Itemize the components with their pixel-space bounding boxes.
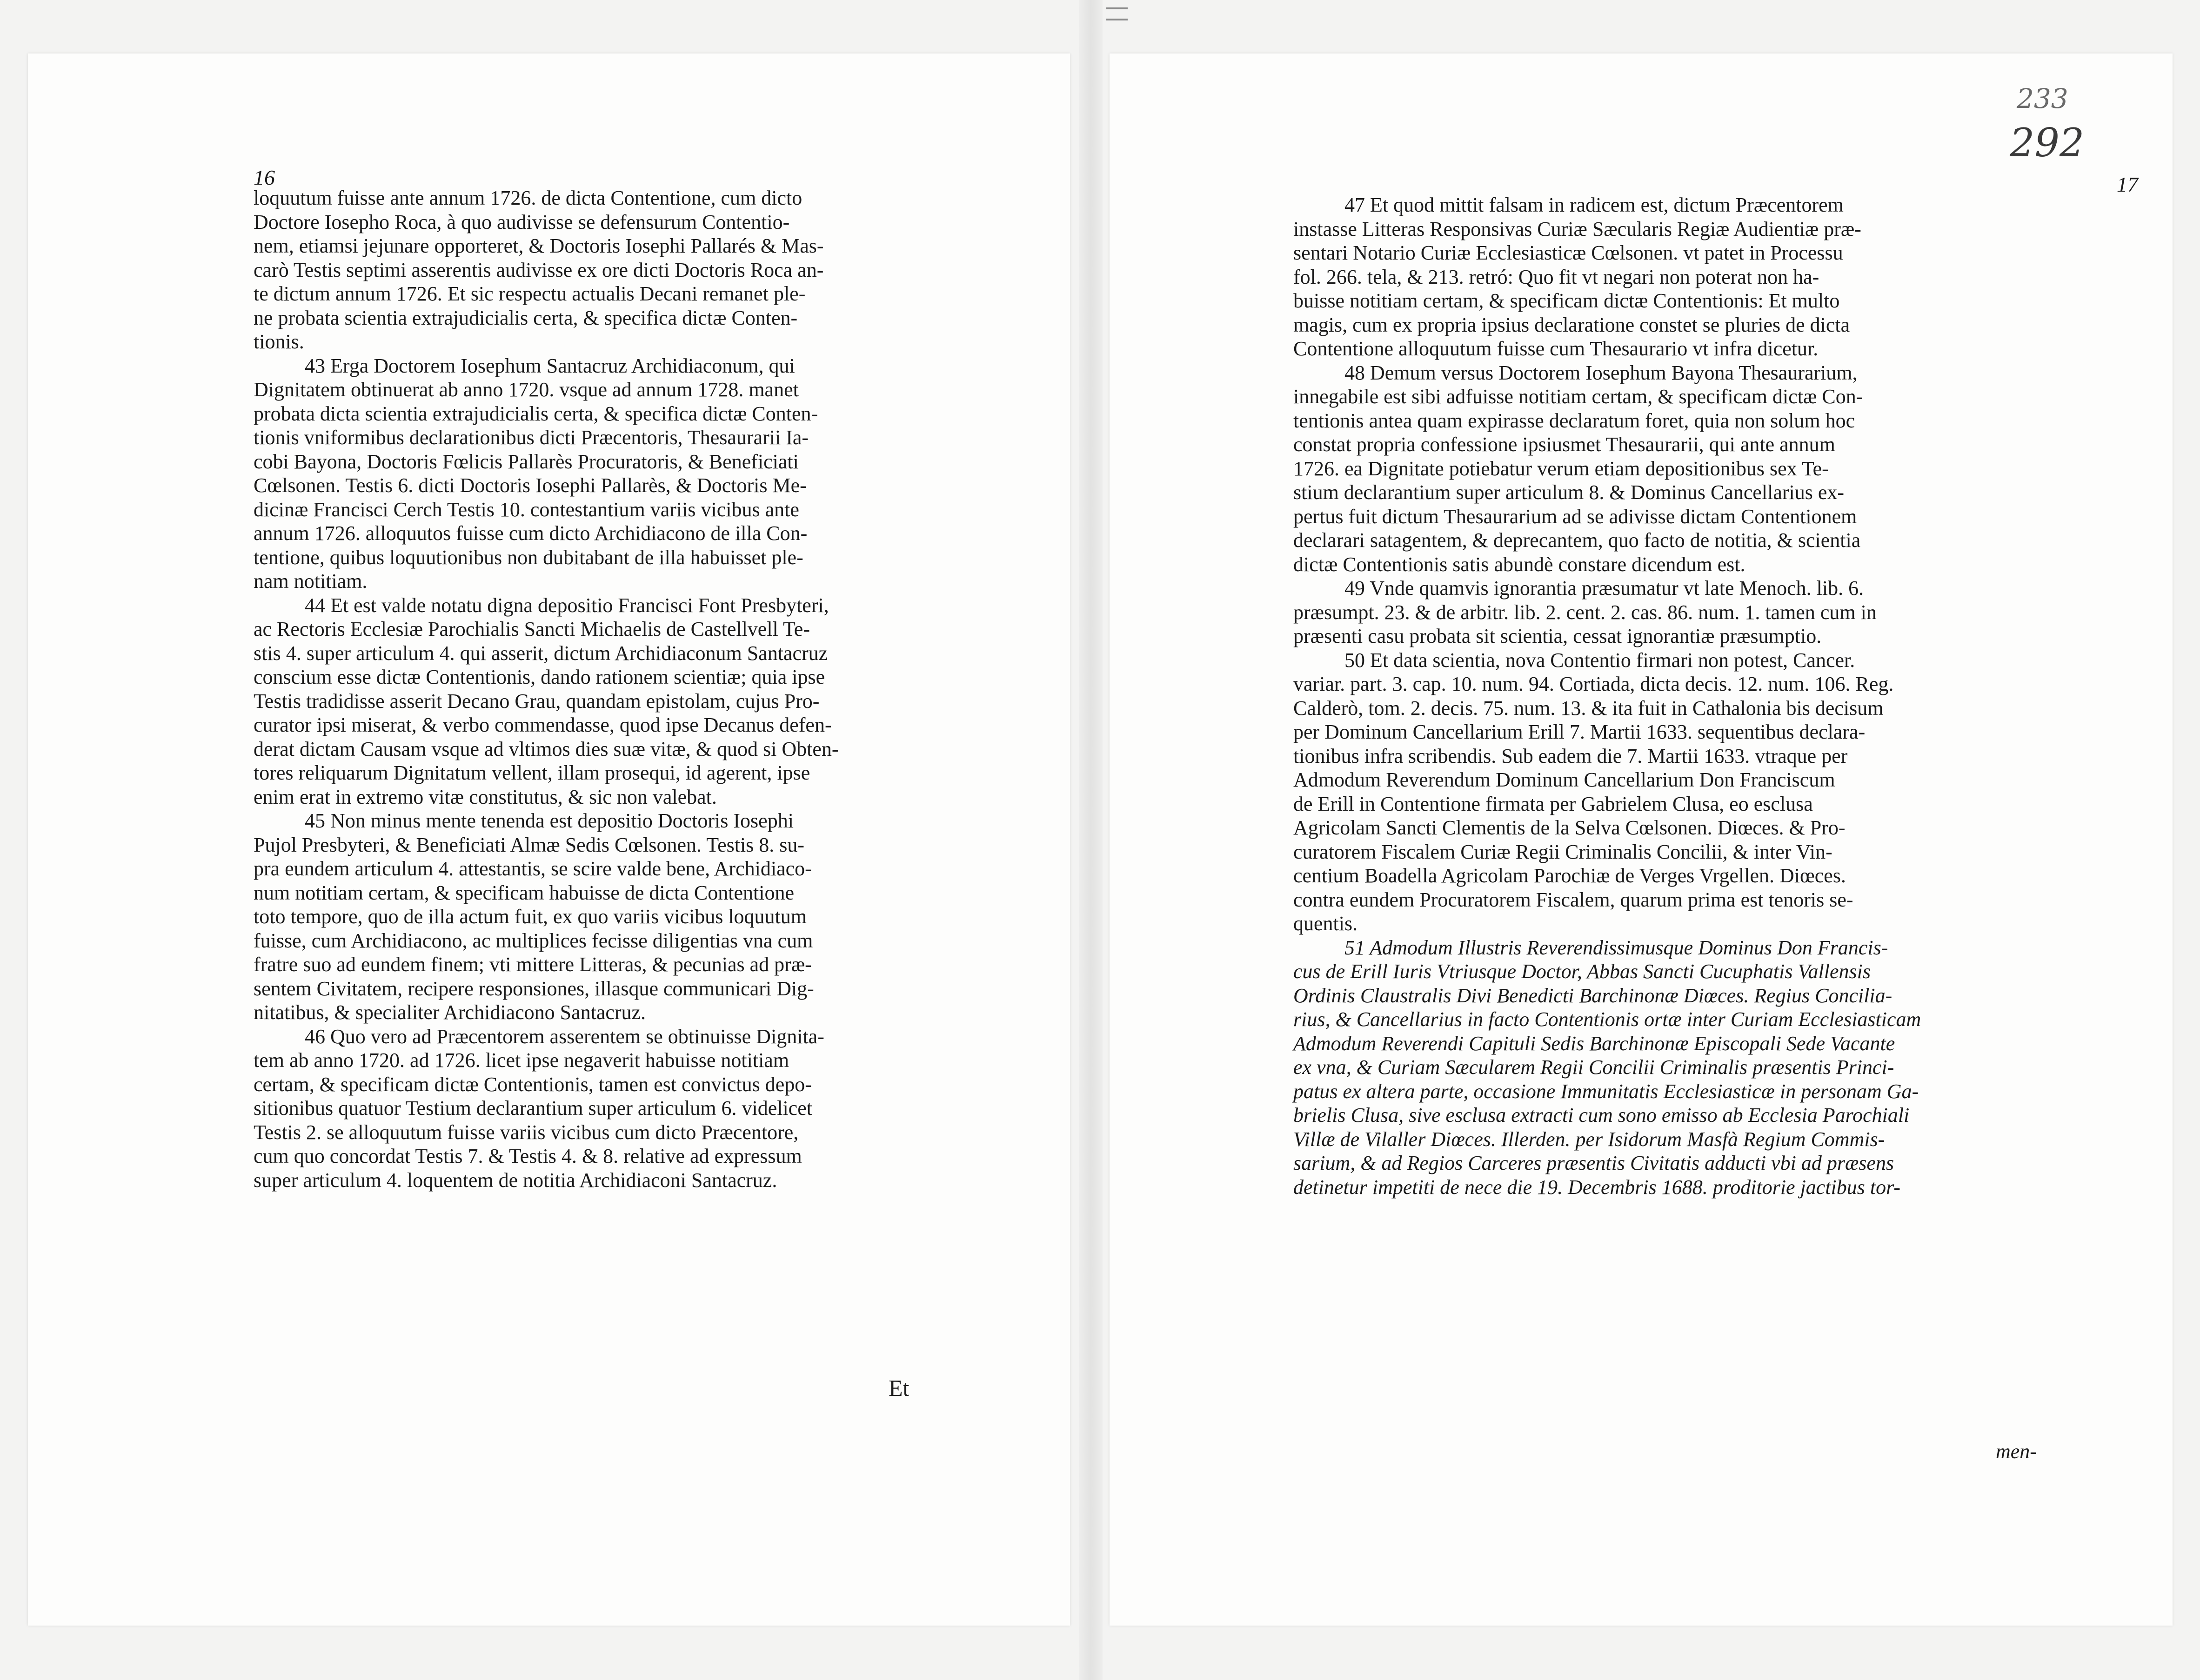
text-line: Testis tradidisse asserit Decano Grau, quandam epistolam, cujus Pro- (254, 689, 820, 713)
text-line: nitatibus, & specialiter Archidiacono Santacruz. (254, 1001, 646, 1024)
page-text (1293, 193, 2028, 1199)
text-line: annum 1726. alloquutos fuisse cum dicto Archidiacono de illa Con- (254, 522, 808, 545)
text-line: fol. 266. tela, & 213. retró: Quo fit vt negari non poterat non ha- (1293, 265, 1819, 288)
text-line: tentione, quibus loquutionibus non dubitabant de illa habuisset ple- (254, 546, 803, 569)
text-line: certam, & specificam dictæ Contentionis, tamen est convictus depo- (254, 1073, 812, 1096)
gutter-mark (1106, 7, 1128, 9)
gutter-mark (1106, 19, 1128, 20)
text-line: brielis Clusa, sive esclusa extracti cum sono emisso ab Ecclesia Parochiali (1293, 1104, 1910, 1127)
text-line: ex vna, & Curiam Sæcularem Regii Concilii Criminalis præsentis Princi- (1293, 1056, 1894, 1079)
text-line: Doctore Iosepho Roca, à quo audivisse se defensurum Contentio- (254, 210, 790, 233)
text-line: super articulum 4. loquentem de notitia Archidiaconi Santacruz. (254, 1168, 777, 1192)
text-line: fratre suo ad eundem finem; vti mittere Litteras, & pecunias ad præ- (254, 953, 812, 976)
text-line: præsumpt. 23. & de arbitr. lib. 2. cent. 2. cas. 86. num. 1. tamen cum in (1293, 600, 1877, 624)
text-line: loquutum fuisse ante annum 1726. de dicta Contentione, cum dicto (254, 187, 802, 209)
text-line: Villæ de Vilaller Diœces. Illerden. per Isidorum Masfà Regium Commis- (1293, 1127, 1885, 1151)
text-line: sitionibus quatuor Testium declarantium super articulum 6. videlicet (254, 1097, 812, 1120)
text-line: pertus fuit dictum Thesaurarium ad se adivisse dictam Contentionem (1293, 505, 1857, 528)
page-text (254, 186, 944, 1192)
text-line: constat propria confessione ipsiusmet Thesaurarii, qui ante annum (1293, 433, 1835, 456)
text-line: de Erill in Contentione firmata per Gabrielem Clusa, eo esclusa (1293, 792, 1813, 815)
left-page (28, 53, 1070, 1626)
text-line: enim erat in extremo vitæ constitutus, & sic non valebat. (254, 785, 717, 808)
text-line: quentis. (1293, 912, 1358, 935)
text-line: 44 Et est valde notatu digna depositio Francisci Font Presbyteri, (305, 593, 829, 617)
text-line: sarium, & ad Regios Carceres præsentis Civitatis adducti vbi ad præsens (1293, 1152, 1894, 1174)
catchword: Et (889, 1375, 909, 1401)
handwritten-folio-number: 292 (2010, 120, 2085, 166)
text-line: te dictum annum 1726. Et sic respectu actualis Decani remanet ple- (254, 282, 806, 305)
text-line: dictæ Contentionis satis abundè constare dicendum est. (1293, 553, 1745, 576)
text-line: buisse notitiam certam, & specificam dictæ Contentionis: Et multo (1293, 289, 1840, 312)
text-line: detinetur impetiti de nece die 19. Decembris 1688. proditorie jactibus tor- (1293, 1175, 1901, 1199)
text-line: 47 Et quod mittit falsam in radicem est, dictum Præcentorem (1344, 193, 1844, 216)
text-line: tentionis antea quam expirasse declaratum foret, quia non solum hoc (1293, 409, 1855, 432)
text-line: sentem Civitatem, recipere responsiones, illasque communicari Dig- (254, 977, 814, 1000)
text-line: per Dominum Cancellarium Erill 7. Martii 1633. sequentibus declara- (1293, 720, 1866, 743)
text-line: contra eundem Procuratorem Fiscalem, quarum prima est tenoris se- (1293, 888, 1853, 911)
text-line: Pujol Presbyteri, & Beneficiati Almæ Sedis Cœlsonen. Testis 8. su- (254, 833, 805, 856)
text-line: 48 Demum versus Doctorem Iosephum Bayona Thesaurarium, (1344, 361, 1858, 384)
text-line: pra eundem articulum 4. attestantis, se scire valde bene, Archidiaco- (254, 857, 812, 880)
text-line: probata dicta scientia extrajudicialis certa, & specifica dictæ Conten- (254, 402, 818, 425)
text-line: num notitiam certam, & specificam habuisse de dicta Contentione (254, 881, 795, 904)
text-line: instasse Litteras Responsivas Curiæ Sæcularis Regiæ Audientiæ præ- (1293, 217, 1861, 240)
text-line: 46 Quo vero ad Præcentorem asserentem se obtinuisse Dignita- (305, 1025, 824, 1048)
text-line: fuisse, cum Archidiacono, ac multiplices fecisse diligentias vna cum (254, 929, 813, 952)
text-line: derat dictam Causam vsque ad vltimos dies suæ vitæ, & quod si Obten- (254, 737, 839, 760)
text-line: præsenti casu probata sit scientia, cessat ignorantiæ præsumptio. (1293, 625, 1822, 647)
text-line: carò Testis septimi asserentis audivisse ex ore dicti Doctoris Roca an- (254, 258, 824, 281)
text-line: nam notitiam. (254, 570, 368, 593)
text-line: nem, etiamsi jejunare opporteret, & Doctoris Iosephi Pallarés & Mas- (254, 234, 824, 257)
text-line: 1726. ea Dignitate potiebatur verum etiam depositionibus sex Te- (1293, 457, 1829, 480)
text-line: Admodum Reverendi Capituli Sedis Barchinonæ Episcopali Sede Vacante (1293, 1032, 1895, 1055)
text-line: dicinæ Francisci Cerch Testis 10. contestantium variis vicibus ante (254, 498, 799, 521)
text-line: 45 Non minus mente tenenda est depositio Doctoris Iosephi (305, 809, 794, 832)
text-line: Calderò, tom. 2. decis. 75. num. 13. & ita fuit in Cathalonia bis decisum (1293, 696, 1884, 720)
text-line: Testis 2. se alloquutum fuisse variis vicibus cum dicto Præcentore, (254, 1120, 799, 1144)
text-line: tores reliquarum Dignitatum vellent, illam prosequi, id agerent, ipse (254, 761, 810, 784)
text-line: stium declarantium super articulum 8. & Dominus Cancellarius ex- (1293, 481, 1845, 504)
text-line: rius, & Cancellarius in facto Contentionis ortæ inter Curiam Ecclesiasticam (1293, 1008, 1921, 1031)
text-line: ne probata scientia extrajudicialis certa, & specifica dictæ Conten- (254, 306, 798, 329)
text-line: cum quo concordat Testis 7. & Testis 4. & 8. relative ad expressum (254, 1145, 802, 1167)
text-line: conscium esse dictæ Contentionis, dando rationem scientiæ; quia ipse (254, 666, 825, 688)
text-line: cus de Erill Iuris Vtriusque Doctor, Abbas Sancti Cucuphatis Vallensis (1293, 960, 1871, 983)
page-number: 16 (254, 166, 275, 189)
text-line: tionis vniformibus declarationibus dicti Præcentoris, Thesaurarii Ia- (254, 426, 809, 449)
handwritten-folio-number: 233 (2017, 83, 2068, 114)
text-line: Ordinis Claustralis Divi Benedicti Barchinonæ Diœces. Regius Concilia- (1293, 984, 1892, 1007)
text-line: tem ab anno 1720. ad 1726. licet ipse negaverit habuisse notitiam (254, 1049, 789, 1072)
text-line: curator ipsi miserat, & verbo commendasse, quod ipse Decanus defen- (254, 713, 832, 736)
text-line: Admodum Reverendum Dominum Cancellarium Don Franciscum (1293, 768, 1835, 791)
text-line: 51 Admodum Illustris Reverendissimusque Dominus Don Francis- (1344, 936, 1888, 959)
text-line: tionis. (254, 330, 304, 353)
text-line: toto tempore, quo de illa actum fuit, ex quo variis vicibus loquutum (254, 905, 807, 928)
text-line: magis, cum ex propria ipsius declaratione constet se pluries de dicta (1293, 313, 1850, 336)
catchword: men- (1996, 1440, 2037, 1463)
text-line: cobi Bayona, Doctoris Fœlicis Pallarès Procuratoris, & Beneficiati (254, 450, 799, 473)
text-line: Contentione alloquutum fuisse cum Thesaurario vt infra dicetur. (1293, 337, 1819, 360)
page-number: 17 (2117, 173, 2138, 196)
text-line: centium Boadella Agricolam Parochiæ de Verges Vrgellen. Diœces. (1293, 864, 1846, 887)
text-line: 49 Vnde quamvis ignorantia præsumatur vt late Menoch. lib. 6. (1344, 577, 1864, 600)
text-line: tionibus infra scribendis. Sub eadem die 7. Martii 1633. vtraque per (1293, 744, 1848, 767)
text-line: 50 Et data scientia, nova Contentio firmari non potest, Cancer. (1344, 648, 1855, 672)
text-line: Dignitatem obtinuerat ab anno 1720. vsque ad annum 1728. manet (254, 378, 799, 401)
book-gutter (1079, 0, 1103, 1680)
right-page (1110, 53, 2173, 1626)
text-line: innegabile est sibi adfuisse notitiam certam, & specificam dictæ Con- (1293, 385, 1863, 408)
text-line: patus ex altera parte, occasione Immunitatis Ecclesiasticæ in personam Ga- (1293, 1080, 1919, 1103)
text-line: stis 4. super articulum 4. qui asserit, dictum Archidiaconum Santacruz (254, 641, 828, 665)
text-line: ac Rectoris Ecclesiæ Parochialis Sancti Michaelis de Castellvell Te- (254, 618, 810, 640)
text-line: Agricolam Sancti Clementis de la Selva Cœlsonen. Diœces. & Pro- (1293, 816, 1846, 839)
text-line: curatorem Fiscalem Curiæ Regii Criminalis Concilii, & inter Vin- (1293, 840, 1832, 863)
text-line: 43 Erga Doctorem Iosephum Santacruz Archidiaconum, qui (305, 354, 795, 377)
text-line: sentari Notario Curiæ Ecclesiasticæ Cœlsonen. vt patet in Processu (1293, 241, 1843, 264)
text-line: variar. part. 3. cap. 10. num. 94. Cortiada, dicta decis. 12. num. 106. Reg. (1293, 673, 1894, 695)
text-line: Cœlsonen. Testis 6. dicti Doctoris Iosephi Pallarès, & Doctoris Me- (254, 474, 807, 497)
text-line: declarari satagentem, & deprecantem, quo facto de notitia, & scientia (1293, 529, 1861, 552)
